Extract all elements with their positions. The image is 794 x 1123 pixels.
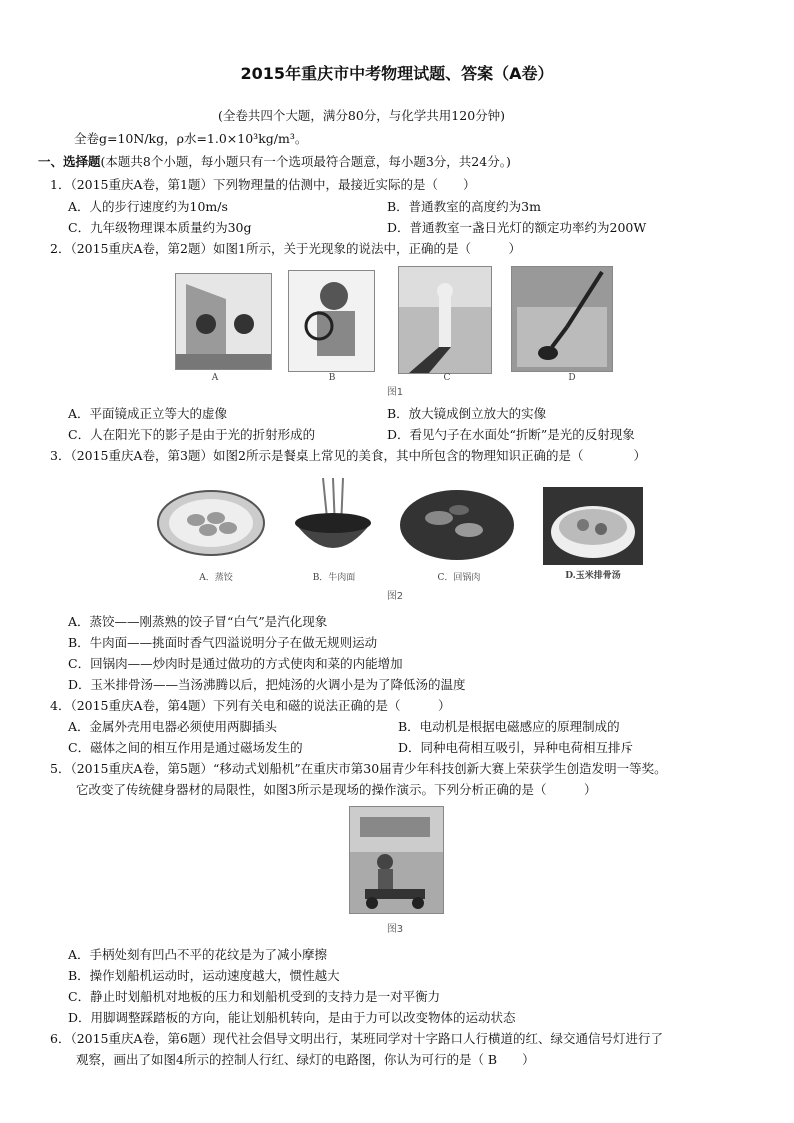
q5-stem-line1: 5．（2015重庆A卷，第5题）“移动式划船机”在重庆市第30届青少年科技创新大赛上荣获学生创造发明一等奖。 [50, 761, 667, 776]
figure2-caption: 图2 [386, 591, 404, 602]
figure1-label-d: D [568, 373, 576, 383]
figure2-label-a: A．蒸饺 [199, 573, 233, 583]
q5-stem-line2: 它改变了传统健身器材的局限性，如图3所示是现场的操作演示。下列分析正确的是（ ） [76, 782, 597, 797]
q6-stem-line1: 6．（2015重庆A卷，第6题）现代社会倡导文明出行，某班同学对十字路口人行横道的红、绿交通信号灯进行了 [50, 1031, 663, 1046]
q3-option-a: A．蒸饺——刚蒸熟的饺子冒“白气”是汽化现象 [68, 614, 328, 629]
q2-stem: 2．（2015重庆A卷，第2题）如图1所示，关于光现象的说法中，正确的是（ ） [50, 241, 521, 256]
q5-option-b: B．操作划船机运动时，运动速度越大，惯性越大 [68, 968, 340, 983]
figure2-label-c: C．回锅肉 [437, 573, 481, 583]
figure1-a-mirror-image [175, 273, 272, 370]
q2-option-b: B．放大镜成倒立放大的实像 [387, 406, 547, 421]
figure2-b-beef-noodles-image [293, 478, 373, 564]
q4-option-b: B．电动机是根据电磁感应的原理制成的 [398, 719, 620, 734]
q3-stem: 3．（2015重庆A卷，第3题）如图2所示是餐桌上常见的美食，其中所包含的物理知识正确的是（ ） [50, 448, 646, 463]
figure1-label-b: B [328, 373, 336, 383]
figure1-d-spoon-image [511, 266, 613, 372]
q5-option-d: D．用脚调整踩踏板的方向，能让划船机转向，是由于力可以改变物体的运动状态 [68, 1010, 516, 1025]
figure2-label-b: B．牛肉面 [312, 573, 356, 583]
q3-option-d: D．玉米排骨汤——当汤沸腾以后，把炖汤的火调小是为了降低汤的温度 [68, 677, 466, 692]
figure1-caption: 图1 [386, 387, 404, 398]
figure1-label-a: A [211, 373, 219, 383]
q4-option-a: A．金属外壳用电器必须使用两脚插头 [68, 719, 278, 734]
q4-option-d: D．同种电荷相互吸引，异种电荷相互排斥 [398, 740, 634, 755]
q1-option-c: C．九年级物理课本质量约为30g [68, 220, 252, 235]
q2-option-c: C．人在阳光下的影子是由于光的折射形成的 [68, 427, 316, 442]
figure3-caption: 图3 [386, 924, 404, 935]
q1-stem: 1．（2015重庆A卷，第1题）下列物理量的估测中，最接近实际的是（ ） [50, 177, 476, 192]
q6-stem-line2: 观察，画出了如图4所示的控制人行红、绿灯的电路图，你认为可行的是（ B ） [76, 1052, 535, 1067]
q3-option-b: B．牛肉面——挑面时香气四溢说明分子在做无规则运动 [68, 635, 378, 650]
figure1-c-shadow-image [398, 266, 492, 374]
figure2-a-dumplings-image [156, 488, 266, 558]
section-label: 一、选择题 [38, 154, 101, 169]
q5-option-c: C．静止时划船机对地板的压力和划船机受到的支持力是一对平衡力 [68, 989, 441, 1004]
q1-option-d: D．普通教室一盏日光灯的额定功率约为200W [387, 220, 647, 235]
constants: 全卷g=10N/kg，ρ水=1.0×10³kg/m³。 [74, 131, 308, 146]
figure2-d-corn-rib-soup-image [543, 487, 643, 565]
figure3-rowing-machine-image [349, 806, 444, 914]
q2-option-a: A．平面镜成正立等大的虚像 [68, 406, 228, 421]
figure1-label-c: C [443, 373, 451, 383]
q5-option-a: A．手柄处刻有凹凸不平的花纹是为了减小摩擦 [68, 947, 328, 962]
q2-option-d: D．看见勺子在水面处“折断”是光的反射现象 [387, 427, 635, 442]
figure1-b-magnifier-image [288, 270, 375, 372]
figure2-label-d: D.玉米排骨汤 [565, 571, 621, 581]
q4-stem: 4．（2015重庆A卷，第4题）下列有关电和磁的说法正确的是（ ） [50, 698, 451, 713]
page-title: 2015年重庆市中考物理试题、答案（A卷） [240, 64, 554, 83]
section-instructions: (本题共8个小题，每小题只有一个选项最符合题意，每小题3分，共24分。) [100, 154, 511, 169]
q4-option-c: C．磁体之间的相互作用是通过磁场发生的 [68, 740, 303, 755]
q1-option-b: B．普通教室的高度约为3m [387, 199, 541, 214]
figure2-c-twice-cooked-pork-image [399, 488, 515, 562]
q1-option-a: A．人的步行速度约为10m/s [68, 199, 228, 214]
exam-note: (全卷共四个大题，满分80分，与化学共用120分钟) [218, 108, 506, 123]
section-heading [38, 154, 511, 170]
q3-option-c: C．回锅肉——炒肉时是通过做功的方式使肉和菜的内能增加 [68, 656, 403, 671]
